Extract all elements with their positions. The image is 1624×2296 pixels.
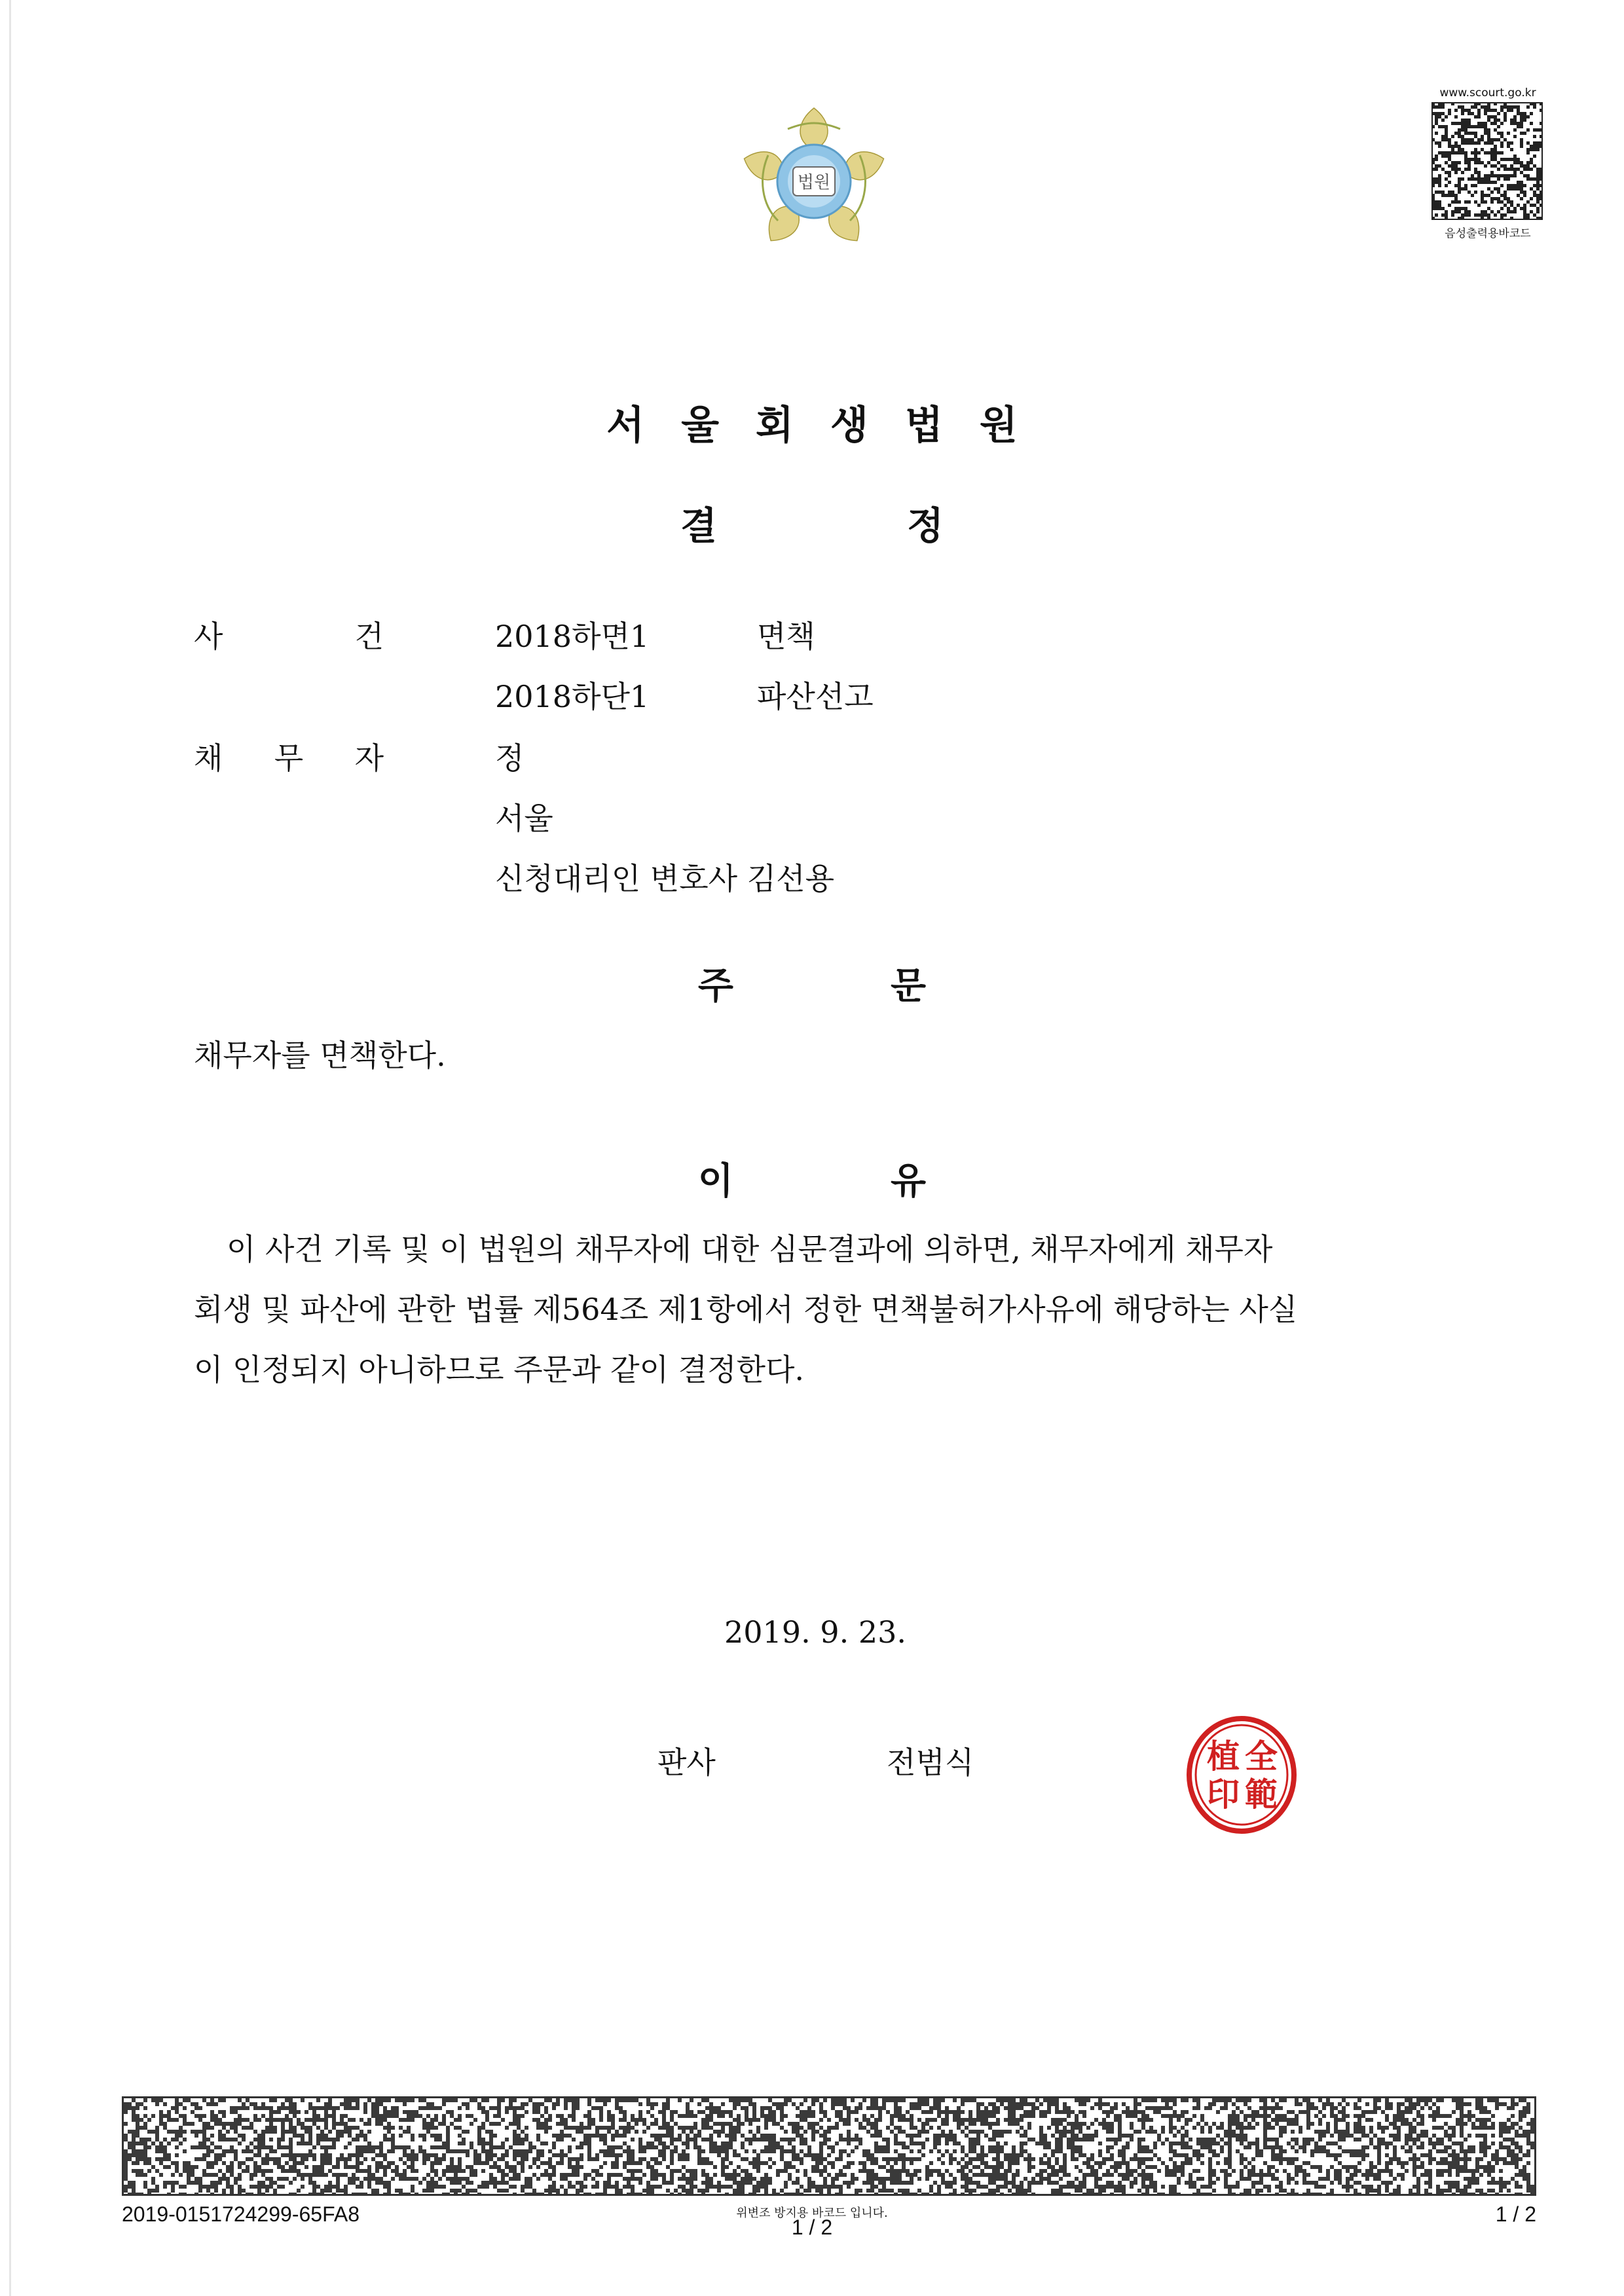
- footer-notice: 위변조 방지용 바코드 입니다.: [736, 2206, 888, 2220]
- footer-page-center: 1 / 2: [791, 2215, 833, 2239]
- judge-name: 전범식: [887, 1745, 974, 1780]
- attorney: 신청대리인 변호사 김선용: [495, 861, 835, 896]
- order-text: 채무자를 면책한다.: [194, 1038, 446, 1073]
- reason-line-1: 이 사건 기록 및 이 법원의 채무자에 대한 심문결과에 의하면, 채무자에게 채무자: [227, 1231, 1273, 1267]
- doc-title: [0, 495, 1624, 550]
- case-label-a: 사: [194, 619, 223, 654]
- qr-url: www.scourt.go.kr: [1439, 86, 1536, 100]
- court-emblem-icon: [739, 106, 889, 257]
- seal-char-4: 印: [1207, 1775, 1240, 1813]
- debtor-label-c: 자: [354, 740, 384, 776]
- debtor-label: [194, 735, 384, 778]
- debtor-address: 서울: [495, 801, 553, 836]
- seal-char-1: 全: [1245, 1737, 1278, 1776]
- case-label: [194, 613, 384, 656]
- reason-heading-left: 이: [697, 1160, 733, 1203]
- doc-title-left: 결: [680, 503, 717, 548]
- reason-line-3: 이 인정되지 아니하므로 주문과 같이 결정한다.: [194, 1352, 805, 1387]
- debtor-name: 정: [495, 740, 525, 776]
- page-edge-line: [9, 0, 11, 2296]
- doc-title-right: 정: [907, 503, 944, 548]
- reason-heading: [0, 1152, 1624, 1205]
- order-heading-right: 문: [891, 965, 927, 1008]
- debtor-label-b: 무: [274, 740, 304, 776]
- case-type-1: 면책: [757, 619, 815, 654]
- case-number-2: 2018하단1: [495, 679, 650, 714]
- reason-heading-right: 유: [891, 1160, 927, 1203]
- case-label-b: 건: [354, 619, 384, 654]
- anti-forgery-barcode-icon: [122, 2096, 1536, 2196]
- debtor-label-a: 채: [194, 740, 223, 776]
- emblem-text: 법원: [797, 173, 831, 192]
- order-heading: [0, 957, 1624, 1010]
- footer-page-number: 1 / 2: [1495, 2202, 1536, 2226]
- decision-date: 2019. 9. 23.: [724, 1614, 906, 1650]
- footer-doc-id: 2019-0151724299-65FA8: [122, 2202, 360, 2226]
- judge-seal-icon: [1184, 1714, 1299, 1836]
- seal-char-2: 範: [1245, 1775, 1278, 1813]
- case-type-2: 파산선고: [757, 679, 874, 714]
- judge-label: 판사: [657, 1745, 716, 1780]
- case-number-1: 2018하면1: [495, 619, 650, 654]
- seal-char-3: 植: [1207, 1737, 1240, 1776]
- order-heading-left: 주: [697, 965, 733, 1008]
- qr-label: 음성출력용바코드: [1445, 227, 1531, 240]
- court-name: 서울회생법원: [606, 403, 1054, 448]
- qr-code-icon: [1431, 102, 1543, 220]
- reason-line-2: 회생 및 파산에 관한 법률 제564조 제1항에서 정한 면책불허가사유에 해당하는 사실: [194, 1292, 1298, 1327]
